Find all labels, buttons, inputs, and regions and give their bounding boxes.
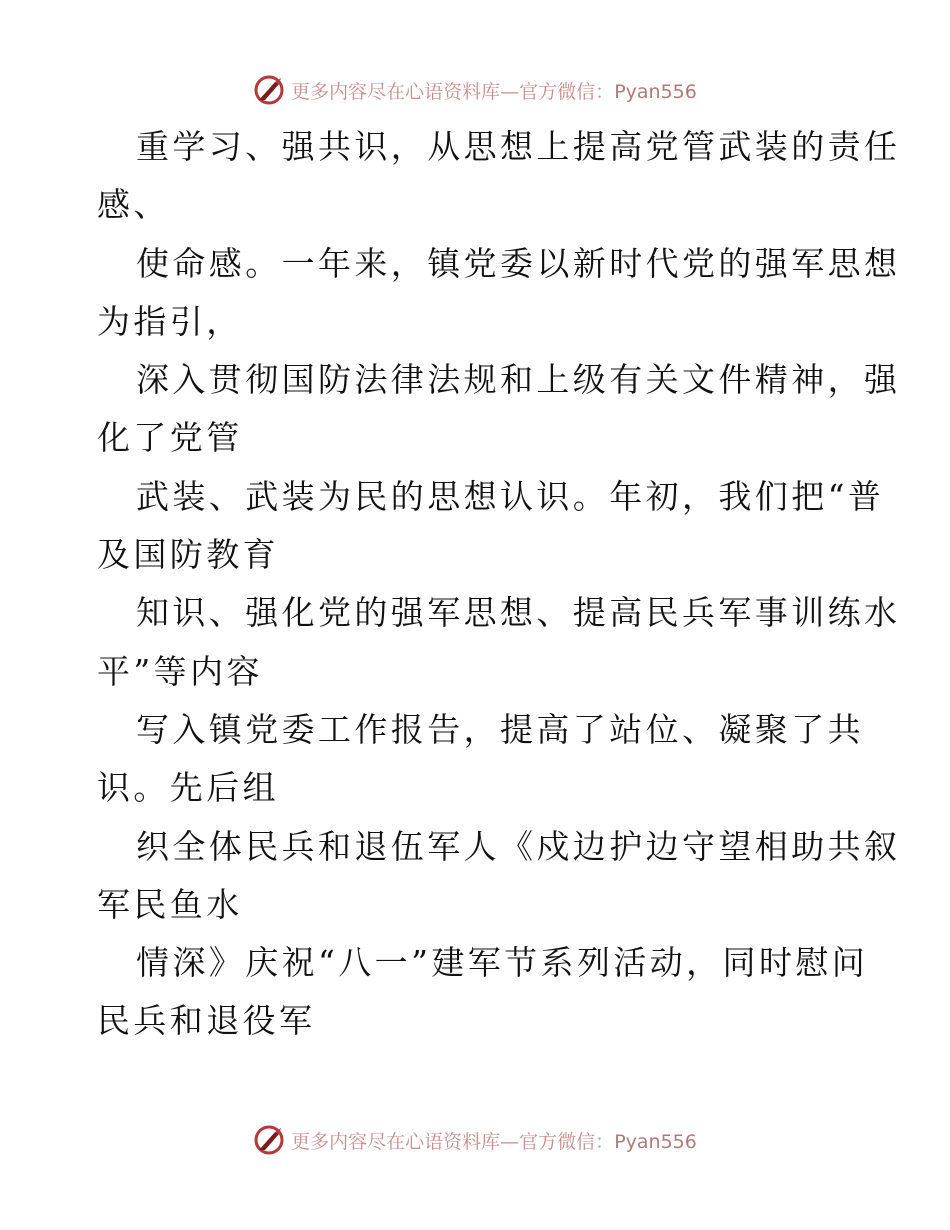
text-line: 及国防教育 bbox=[97, 535, 279, 575]
text-line: 织全体民兵和退伍军人《戍边护边守望相助共叙 bbox=[136, 826, 901, 866]
watermark-text: 更多内容尽在心语资料库—官方微信：Pyan556 bbox=[291, 1130, 697, 1153]
text-line: 重学习、强共识，从思想上提高党管武装的责任 bbox=[136, 127, 901, 166]
text-line: 深入贯彻国防法律法规和上级有关文件精神，强 bbox=[136, 360, 901, 400]
text-line: 感、 bbox=[97, 185, 170, 225]
footer-watermark bbox=[0, 1120, 950, 1160]
text-line: 民兵和退役军 bbox=[97, 1001, 316, 1041]
header-watermark bbox=[0, 70, 950, 110]
text-line: 平”等内容 bbox=[97, 651, 263, 691]
text-line: 使命感。一年来，镇党委以新时代党的强军思想 bbox=[136, 243, 901, 283]
text-line: 识。先后组 bbox=[97, 768, 279, 808]
text-line: 化了党管 bbox=[97, 418, 243, 458]
text-line: 写入镇党委工作报告，提高了站位、凝聚了共 bbox=[136, 709, 864, 749]
watermark-text: 更多内容尽在心语资料库—官方微信：Pyan556 bbox=[291, 80, 697, 103]
text-line: 武装、武装为民的思想认识。年初，我们把“普 bbox=[136, 476, 885, 516]
text-line: 为指引， bbox=[97, 301, 243, 341]
text-line: 知识、强化党的强军思想、提高民兵军事训练水 bbox=[136, 593, 901, 633]
document-body bbox=[97, 118, 901, 1051]
quill-pen-logo-icon bbox=[253, 74, 285, 106]
text-line: 情深》庆祝“八一”建军节系列活动，同时慰问 bbox=[136, 943, 869, 983]
quill-pen-logo-icon bbox=[253, 1124, 285, 1156]
text-line: 军民鱼水 bbox=[97, 884, 243, 924]
